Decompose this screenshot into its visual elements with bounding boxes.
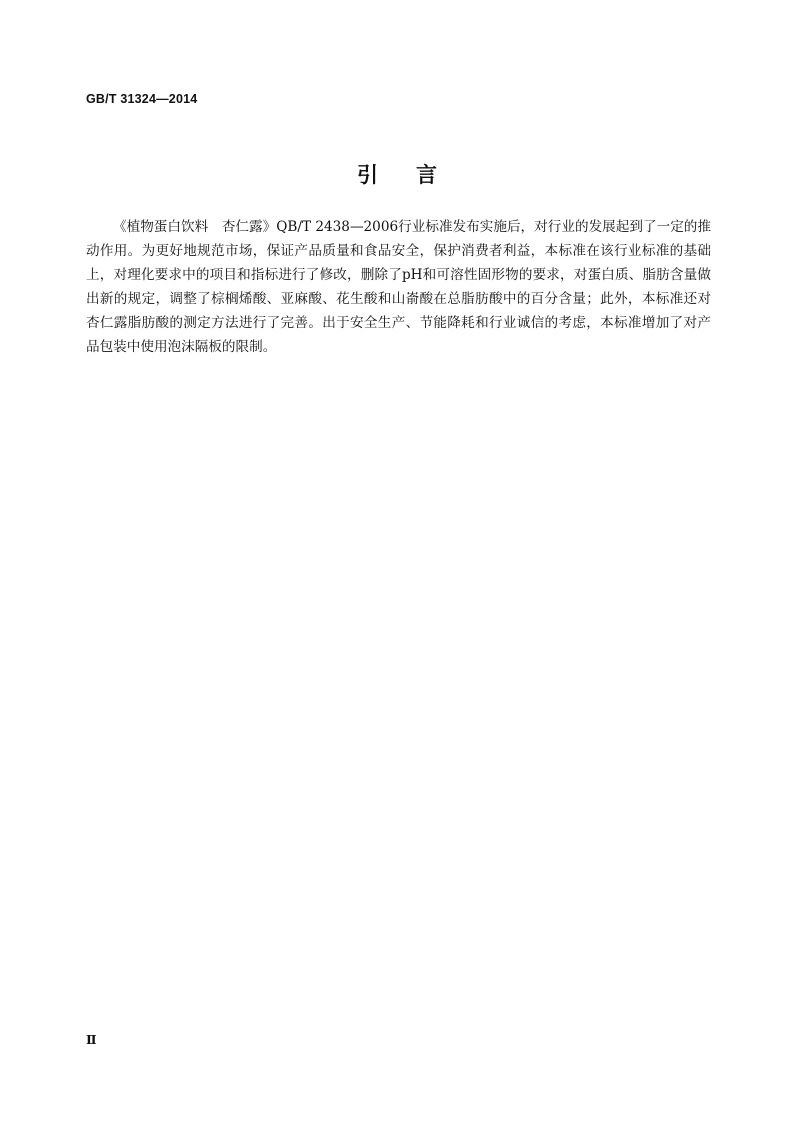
section-title — [0, 159, 794, 189]
section-title-char-2: 言 — [416, 163, 437, 187]
standard-number: GB/T 31324—2014 — [86, 92, 198, 106]
section-title-char-1: 引 — [357, 163, 378, 187]
page-number: Ⅱ — [86, 1032, 97, 1047]
introduction-paragraph: 《植物蛋白饮料 杏仁露》QB/T 2438—2006行业标准发布实施后，对行业的发展起到了一定的推动作用。为更好地规范市场，保证产品质量和食品安全，保护消费者利益，本标准在该行业标准的基础上，对理化要求中的项目和指标进行了修改，删除了pH和可溶性固形物的要求，对蛋白质、脂肪含量做出新的规定，调整了棕榈烯酸、亚麻酸、花生酸和山嵛酸在总脂肪酸中的百分含量；此外，本标准还对杏仁露脂肪酸的测定方法进行了完善。出于安全生产、节能降耗和行业诚信的考虑，本标准增加了对产品包装中使用泡沫隔板的限制。 — [86, 219, 711, 355]
